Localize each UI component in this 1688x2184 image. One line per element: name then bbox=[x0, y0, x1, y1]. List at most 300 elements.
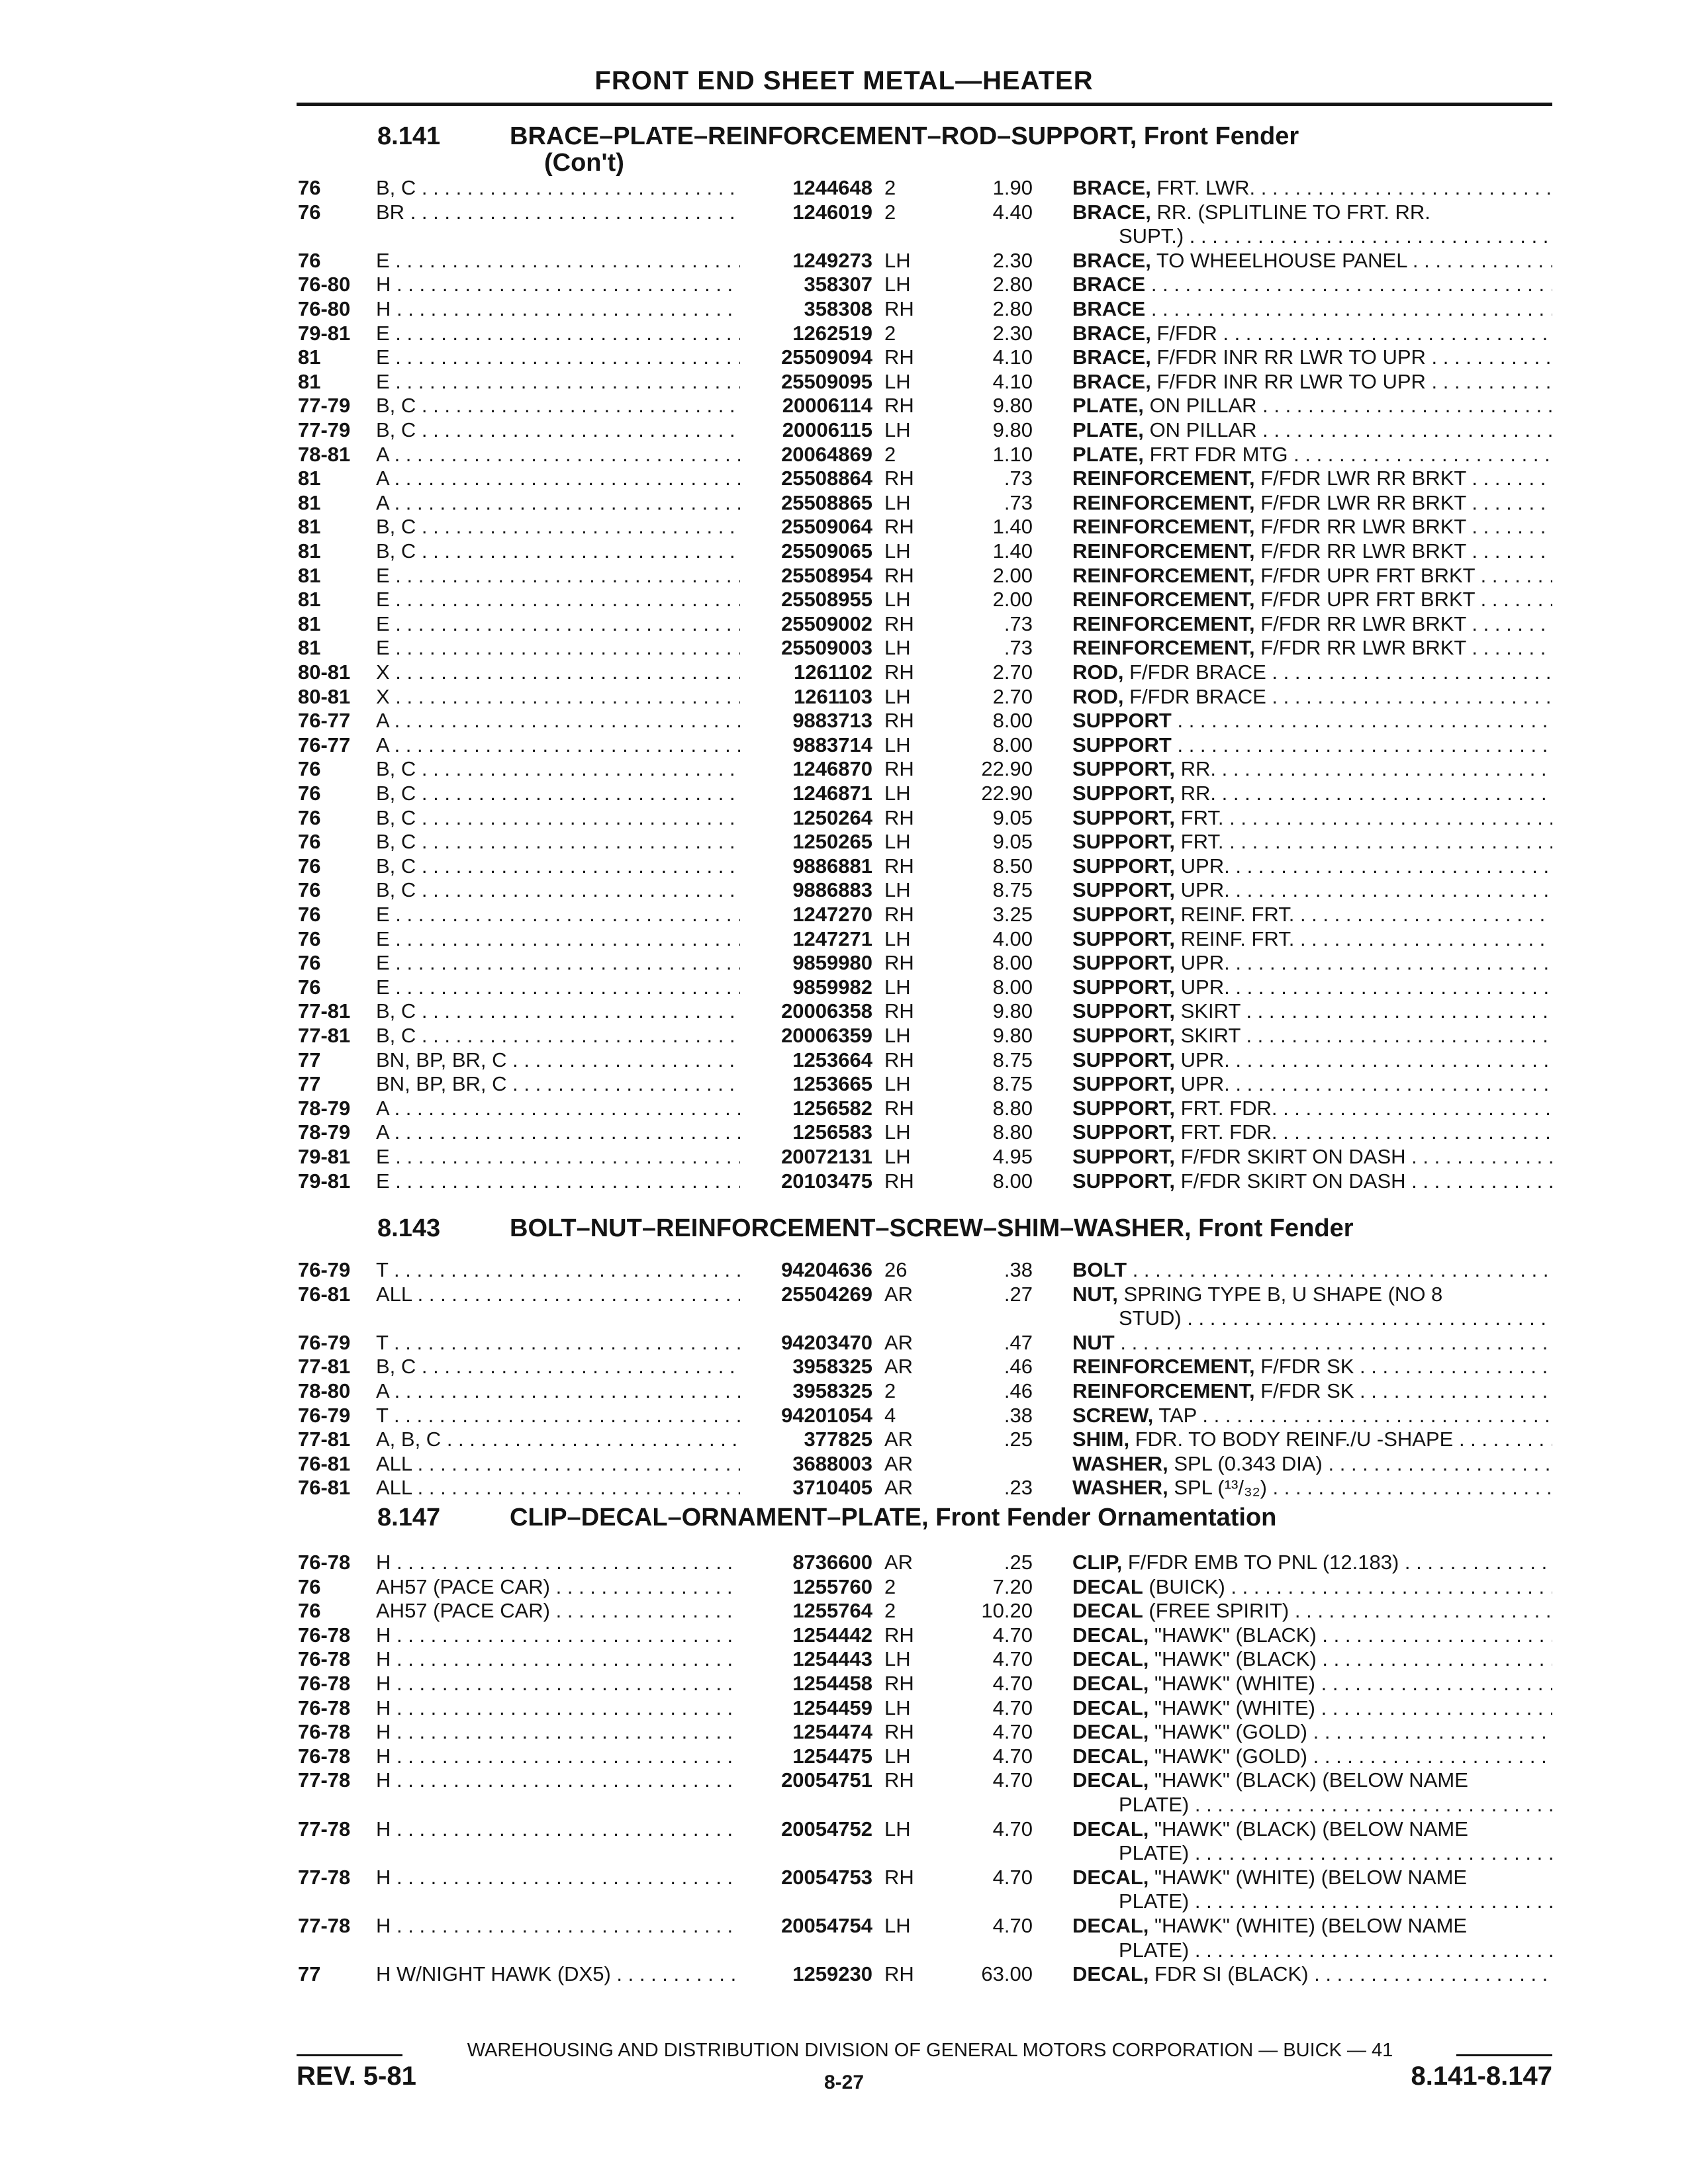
quantity: 2 bbox=[884, 176, 896, 199]
model-year: 76 bbox=[298, 805, 321, 829]
part-name: DECAL bbox=[1072, 1574, 1143, 1598]
dot-leader bbox=[416, 176, 740, 199]
part-number: 1254474 bbox=[792, 1720, 872, 1744]
part-row bbox=[0, 805, 1688, 830]
body-style-text: A bbox=[376, 709, 389, 733]
body-style-text: E bbox=[376, 975, 390, 999]
dot-leader bbox=[391, 1672, 740, 1695]
model-year: 77-79 bbox=[298, 394, 351, 418]
part-number: 94204636 bbox=[781, 1258, 872, 1281]
part-row-continuation bbox=[0, 1889, 1688, 1913]
model-year: 76 bbox=[298, 975, 321, 999]
part-name: REINFORCEMENT, bbox=[1072, 1355, 1255, 1379]
part-number: 25509095 bbox=[781, 369, 872, 393]
part-name: DECAL, bbox=[1072, 1817, 1149, 1841]
body-style bbox=[376, 175, 740, 200]
part-detail: SKIRT bbox=[1180, 999, 1241, 1023]
dot-leader bbox=[1177, 709, 1552, 732]
part-number: 25508954 bbox=[781, 563, 872, 587]
body-style bbox=[376, 1282, 740, 1306]
body-style-text: E bbox=[376, 927, 390, 950]
part-description bbox=[1072, 1096, 1552, 1120]
quantity: 2 bbox=[884, 1599, 896, 1623]
part-description bbox=[1072, 1023, 1552, 1048]
footer-division: WAREHOUSING AND DISTRIBUTION DIVISION OF GENERAL MOTORS CORPORATION — BUICK — 41 bbox=[467, 2040, 1393, 2061]
part-name: REINFORCEMENT, bbox=[1072, 636, 1255, 660]
part-detail-continued bbox=[1119, 1792, 1552, 1817]
body-style bbox=[376, 733, 740, 757]
quantity: AR bbox=[884, 1355, 914, 1379]
quantity: RH bbox=[884, 515, 914, 539]
dot-leader bbox=[391, 1914, 740, 1937]
dot-leader bbox=[390, 564, 740, 587]
dot-leader bbox=[389, 467, 740, 490]
model-year: 76-77 bbox=[298, 733, 351, 756]
price: 2.70 bbox=[992, 660, 1033, 684]
body-style-text: A bbox=[376, 1096, 389, 1120]
dot-leader bbox=[550, 1599, 740, 1622]
part-row bbox=[0, 975, 1688, 999]
price: 8.50 bbox=[992, 854, 1033, 878]
model-year: 77-78 bbox=[298, 1865, 351, 1889]
part-description bbox=[1072, 1647, 1552, 1671]
quantity: 4 bbox=[884, 1403, 896, 1427]
part-number: 1254459 bbox=[792, 1696, 872, 1719]
body-style bbox=[376, 369, 740, 394]
body-style-text: H bbox=[376, 273, 391, 296]
price: .38 bbox=[1004, 1403, 1033, 1427]
body-style-text: ALL bbox=[376, 1282, 412, 1306]
part-number: 9886881 bbox=[792, 854, 872, 878]
dot-leader bbox=[390, 322, 740, 345]
part-description bbox=[1072, 1574, 1552, 1599]
quantity: LH bbox=[884, 588, 911, 612]
part-number: 1261102 bbox=[794, 660, 872, 684]
part-row bbox=[0, 1574, 1688, 1599]
part-row bbox=[0, 1719, 1688, 1744]
model-year: 76 bbox=[298, 878, 321, 902]
body-style-text: E bbox=[376, 951, 390, 975]
part-name: DECAL bbox=[1072, 1599, 1143, 1623]
model-year: 81 bbox=[298, 636, 321, 660]
price: 4.70 bbox=[992, 1696, 1033, 1719]
part-name: REINFORCEMENT, bbox=[1072, 539, 1255, 563]
dot-leader bbox=[389, 443, 740, 466]
dot-leader bbox=[1466, 467, 1552, 490]
price: 4.70 bbox=[992, 1623, 1033, 1647]
quantity: AR bbox=[884, 1282, 914, 1306]
dot-leader bbox=[1317, 1623, 1552, 1647]
price: .25 bbox=[1004, 1551, 1033, 1574]
dot-leader bbox=[416, 539, 740, 563]
dot-leader bbox=[416, 1024, 740, 1047]
body-style-text: X bbox=[376, 660, 390, 684]
part-row bbox=[0, 684, 1688, 709]
price: 8.00 bbox=[992, 975, 1033, 999]
model-year: 81 bbox=[298, 490, 321, 514]
section-number: 8.141 bbox=[377, 122, 441, 150]
part-name: REINFORCEMENT, bbox=[1072, 612, 1255, 635]
body-style-text: T bbox=[376, 1403, 389, 1427]
part-name: REINFORCEMENT, bbox=[1072, 588, 1255, 612]
part-number: 20103475 bbox=[781, 1169, 872, 1193]
part-row-continuation bbox=[0, 1841, 1688, 1865]
part-name: SUPPORT, bbox=[1072, 999, 1176, 1023]
dot-leader bbox=[391, 273, 740, 296]
part-detail-continued bbox=[1119, 1889, 1552, 1913]
section-title: BRACE–PLATE–REINFORCEMENT–ROD–SUPPORT, Front Fender bbox=[510, 122, 1299, 150]
dot-leader bbox=[391, 1647, 740, 1670]
part-detail: UPR. bbox=[1180, 878, 1230, 902]
part-description bbox=[1072, 781, 1552, 805]
continued-text: PLATE) bbox=[1119, 1889, 1190, 1913]
part-row bbox=[0, 999, 1688, 1023]
part-row-continuation bbox=[0, 224, 1688, 248]
quantity: LH bbox=[884, 636, 911, 660]
part-detail: (BUICK) bbox=[1149, 1574, 1225, 1598]
part-detail: F/FDR bbox=[1156, 321, 1217, 345]
quantity: AR bbox=[884, 1551, 914, 1574]
part-description bbox=[1072, 756, 1552, 781]
dot-leader bbox=[416, 999, 740, 1023]
body-style bbox=[376, 272, 740, 296]
part-row bbox=[0, 829, 1688, 854]
quantity: RH bbox=[884, 1169, 914, 1193]
part-detail: UPR. bbox=[1180, 975, 1230, 999]
part-row bbox=[0, 927, 1688, 951]
part-description bbox=[1072, 1403, 1552, 1428]
dot-leader bbox=[1307, 1720, 1552, 1743]
part-name: SUPPORT, bbox=[1072, 903, 1176, 926]
body-style bbox=[376, 756, 740, 781]
part-detail: UPR. bbox=[1180, 854, 1230, 878]
price: 9.80 bbox=[992, 394, 1033, 418]
part-detail: FRT. bbox=[1180, 805, 1224, 829]
model-year: 77-78 bbox=[298, 1914, 351, 1937]
body-style bbox=[376, 418, 740, 442]
part-number: 3688003 bbox=[792, 1451, 872, 1475]
part-row bbox=[0, 1865, 1688, 1889]
section-header bbox=[377, 1504, 1276, 1531]
part-number: 20064869 bbox=[781, 442, 872, 466]
price: 8.80 bbox=[992, 1120, 1033, 1144]
price: 8.75 bbox=[992, 1048, 1033, 1071]
body-style-text: B, C bbox=[376, 878, 416, 902]
part-number: 1244648 bbox=[792, 176, 872, 199]
quantity: LH bbox=[884, 1914, 911, 1937]
dot-leader bbox=[1266, 660, 1552, 684]
part-row bbox=[0, 490, 1688, 515]
part-description bbox=[1072, 1865, 1552, 1889]
part-row bbox=[0, 442, 1688, 467]
part-description bbox=[1072, 1169, 1552, 1193]
body-style-text: B, C bbox=[376, 830, 416, 854]
price: .73 bbox=[1004, 612, 1033, 635]
body-style-text: A bbox=[376, 490, 389, 514]
part-number: 20054751 bbox=[781, 1768, 872, 1792]
section-title: CLIP–DECAL–ORNAMENT–PLATE, Front Fender Ornamentation bbox=[510, 1504, 1277, 1531]
quantity: AR bbox=[884, 1476, 914, 1500]
part-row bbox=[0, 902, 1688, 927]
body-style bbox=[376, 1623, 740, 1647]
part-row bbox=[0, 1023, 1688, 1048]
dot-leader bbox=[1241, 1024, 1552, 1047]
part-detail: TAP bbox=[1158, 1403, 1197, 1427]
quantity: LH bbox=[884, 1744, 911, 1768]
dot-leader bbox=[391, 1720, 740, 1743]
price: 8.00 bbox=[992, 1169, 1033, 1193]
dot-leader bbox=[388, 1331, 740, 1354]
dot-leader bbox=[1224, 806, 1552, 829]
dot-leader bbox=[441, 1428, 740, 1451]
dot-leader bbox=[391, 1768, 740, 1792]
quantity: LH bbox=[884, 369, 911, 393]
model-year: 76 bbox=[298, 927, 321, 950]
model-year: 76-79 bbox=[298, 1258, 351, 1281]
dot-leader bbox=[1475, 588, 1552, 611]
part-row bbox=[0, 563, 1688, 588]
dot-leader bbox=[391, 297, 740, 320]
price: 8.00 bbox=[992, 951, 1033, 975]
part-name: DECAL, bbox=[1072, 1672, 1149, 1695]
part-row-continuation bbox=[0, 1938, 1688, 1962]
quantity: RH bbox=[884, 709, 914, 733]
part-detail: "HAWK" (WHITE) (BELOW NAME bbox=[1154, 1914, 1468, 1937]
part-detail: "HAWK" (BLACK) (BELOW NAME bbox=[1154, 1817, 1468, 1841]
part-number: 94203470 bbox=[781, 1330, 872, 1354]
dot-leader bbox=[1217, 322, 1552, 345]
dot-leader bbox=[507, 1048, 740, 1071]
quantity: LH bbox=[884, 248, 911, 272]
part-row bbox=[0, 950, 1688, 975]
dot-leader bbox=[390, 1169, 740, 1193]
part-description bbox=[1072, 514, 1552, 539]
model-year: 78-81 bbox=[298, 442, 351, 466]
quantity: RH bbox=[884, 612, 914, 635]
part-detail: "HAWK" (GOLD) bbox=[1154, 1720, 1307, 1744]
quantity: RH bbox=[884, 1672, 914, 1695]
quantity: RH bbox=[884, 757, 914, 781]
dot-leader bbox=[1216, 782, 1552, 805]
continued-text: PLATE) bbox=[1119, 1938, 1190, 1962]
dot-leader bbox=[1230, 854, 1552, 878]
quantity: RH bbox=[884, 1768, 914, 1792]
quantity: LH bbox=[884, 1024, 911, 1047]
part-number: 1255760 bbox=[792, 1574, 872, 1598]
part-row bbox=[0, 708, 1688, 733]
part-detail: "HAWK" (WHITE) bbox=[1154, 1696, 1316, 1719]
dot-leader bbox=[1307, 1745, 1552, 1768]
dot-leader bbox=[389, 1120, 740, 1144]
part-number: 1247271 bbox=[792, 927, 872, 950]
body-style bbox=[376, 587, 740, 612]
part-description bbox=[1072, 1768, 1552, 1792]
model-year: 76-78 bbox=[298, 1744, 351, 1768]
dot-leader bbox=[1230, 1072, 1552, 1095]
part-row bbox=[0, 1550, 1688, 1574]
part-number: 3710405 bbox=[792, 1476, 872, 1500]
model-year: 77-81 bbox=[298, 1355, 351, 1379]
part-description bbox=[1072, 999, 1552, 1023]
body-style bbox=[376, 708, 740, 733]
part-description bbox=[1072, 1257, 1552, 1282]
part-row bbox=[0, 1120, 1688, 1144]
dot-leader bbox=[404, 201, 740, 224]
body-style-text: A bbox=[376, 733, 389, 756]
part-description bbox=[1072, 369, 1552, 394]
part-description bbox=[1072, 1071, 1552, 1096]
part-name: BRACE, bbox=[1072, 248, 1151, 272]
dot-leader bbox=[1241, 999, 1552, 1023]
dot-leader bbox=[1189, 1841, 1552, 1864]
model-year: 76 bbox=[298, 951, 321, 975]
part-description bbox=[1072, 708, 1552, 733]
part-row bbox=[0, 1744, 1688, 1768]
part-name: BRACE, bbox=[1072, 321, 1151, 345]
part-description bbox=[1072, 1379, 1552, 1403]
section-header bbox=[377, 123, 1299, 176]
quantity: LH bbox=[884, 1647, 911, 1671]
part-detail-continued bbox=[1119, 1938, 1552, 1962]
part-number: 1246019 bbox=[792, 200, 872, 224]
part-row bbox=[0, 175, 1688, 200]
part-row bbox=[0, 1451, 1688, 1476]
part-description bbox=[1072, 248, 1552, 273]
part-description bbox=[1072, 927, 1552, 951]
continued-text: PLATE) bbox=[1119, 1793, 1190, 1816]
part-description bbox=[1072, 1744, 1552, 1768]
part-number: 1253664 bbox=[792, 1048, 872, 1071]
body-style-text: E bbox=[376, 563, 390, 587]
dot-leader bbox=[1426, 345, 1552, 369]
part-number: 25509094 bbox=[781, 345, 872, 369]
part-name: SUPPORT, bbox=[1072, 830, 1176, 854]
price: 4.70 bbox=[992, 1647, 1033, 1671]
price: 2.00 bbox=[992, 563, 1033, 587]
body-style-text: B, C bbox=[376, 1024, 416, 1047]
part-description bbox=[1072, 1330, 1552, 1355]
price: 4.40 bbox=[992, 200, 1033, 224]
part-detail: SPRING TYPE B, U SHAPE (NO 8 bbox=[1123, 1282, 1443, 1306]
dot-leader bbox=[1466, 636, 1552, 659]
part-detail: RR. (SPLITLINE TO FRT. RR. bbox=[1156, 200, 1430, 224]
body-style-text: E bbox=[376, 345, 390, 369]
part-name: SUPPORT, bbox=[1072, 805, 1176, 829]
part-row bbox=[0, 1071, 1688, 1096]
dot-leader bbox=[1216, 757, 1552, 780]
part-name: SUPPORT, bbox=[1072, 1048, 1176, 1071]
part-number: 358308 bbox=[804, 297, 872, 320]
part-name: SUPPORT, bbox=[1072, 951, 1176, 975]
body-style bbox=[376, 539, 740, 563]
body-style bbox=[376, 1096, 740, 1120]
dot-leader bbox=[1406, 1145, 1552, 1168]
quantity: 26 bbox=[884, 1258, 908, 1281]
model-year: 76-78 bbox=[298, 1672, 351, 1695]
body-style-text: BR bbox=[376, 200, 405, 224]
model-year: 76 bbox=[298, 903, 321, 926]
body-style-text: B, C bbox=[376, 1355, 416, 1379]
footer-rule-right bbox=[1456, 2054, 1552, 2056]
model-year: 81 bbox=[298, 612, 321, 635]
price: 1.40 bbox=[992, 515, 1033, 539]
part-row bbox=[0, 1696, 1688, 1720]
price: 4.70 bbox=[992, 1672, 1033, 1695]
part-number: 1262519 bbox=[792, 321, 872, 345]
footer-rule-left bbox=[297, 2054, 402, 2056]
body-style-text: B, C bbox=[376, 176, 416, 199]
dot-leader bbox=[416, 515, 740, 538]
part-detail: F/FDR RR LWR BRKT bbox=[1260, 612, 1466, 635]
dot-leader bbox=[1406, 1169, 1552, 1193]
part-description bbox=[1072, 805, 1552, 830]
price: .46 bbox=[1004, 1379, 1033, 1402]
body-style bbox=[376, 829, 740, 854]
quantity: LH bbox=[884, 830, 911, 854]
part-description bbox=[1072, 296, 1552, 321]
body-style bbox=[376, 878, 740, 902]
part-name: DECAL, bbox=[1072, 1962, 1149, 1986]
model-year: 76-79 bbox=[298, 1330, 351, 1354]
body-style-text: E bbox=[376, 321, 390, 345]
price: .38 bbox=[1004, 1258, 1033, 1281]
part-name: DECAL, bbox=[1072, 1647, 1149, 1671]
dot-leader bbox=[611, 1962, 740, 1985]
part-number: 20054754 bbox=[781, 1914, 872, 1937]
body-style bbox=[376, 1865, 740, 1889]
body-style bbox=[376, 781, 740, 805]
dot-leader bbox=[1224, 830, 1552, 853]
body-style-text: AH57 (PACE CAR) bbox=[376, 1574, 550, 1598]
model-year: 79-81 bbox=[298, 1169, 351, 1193]
dot-leader bbox=[1317, 1647, 1552, 1670]
model-year: 76 bbox=[298, 830, 321, 854]
part-row bbox=[0, 466, 1688, 490]
part-detail: "HAWK" (BLACK) bbox=[1154, 1623, 1317, 1647]
price: 22.90 bbox=[981, 757, 1033, 781]
part-row bbox=[0, 1144, 1688, 1169]
body-style bbox=[376, 1768, 740, 1792]
model-year: 81 bbox=[298, 539, 321, 563]
body-style bbox=[376, 927, 740, 951]
part-detail: FDR. TO BODY REINF./U -SHAPE bbox=[1135, 1428, 1454, 1451]
dot-leader bbox=[390, 976, 740, 999]
model-year: 76 bbox=[298, 782, 321, 805]
part-row bbox=[0, 1623, 1688, 1647]
part-description bbox=[1072, 1671, 1552, 1696]
dot-leader bbox=[1197, 1404, 1552, 1427]
quantity: RH bbox=[884, 394, 914, 418]
quantity: LH bbox=[884, 1072, 911, 1096]
part-description bbox=[1072, 418, 1552, 442]
part-detail: F/FDR RR LWR BRKT bbox=[1260, 636, 1466, 660]
part-number: 377825 bbox=[804, 1428, 872, 1451]
part-row bbox=[0, 1913, 1688, 1938]
price: 4.95 bbox=[992, 1145, 1033, 1168]
part-detail: "HAWK" (BLACK) (BELOW NAME bbox=[1154, 1768, 1468, 1792]
part-row bbox=[0, 612, 1688, 636]
dot-leader bbox=[390, 249, 740, 272]
part-description bbox=[1072, 1696, 1552, 1720]
body-style-text: E bbox=[376, 1169, 390, 1193]
part-detail: TO WHEELHOUSE PANEL bbox=[1156, 248, 1407, 272]
quantity: 2 bbox=[884, 1379, 896, 1402]
part-row bbox=[0, 345, 1688, 369]
part-number: 358307 bbox=[804, 273, 872, 296]
revision-label: REV. 5-81 bbox=[297, 2062, 416, 2091]
part-number: 1259230 bbox=[792, 1962, 872, 1986]
part-row bbox=[0, 878, 1688, 902]
